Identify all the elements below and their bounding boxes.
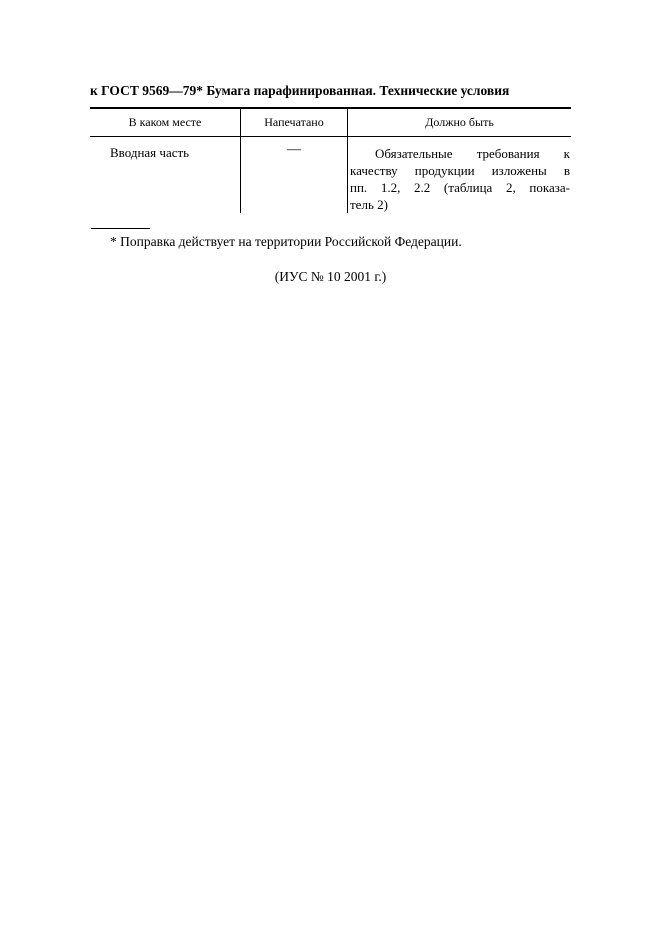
cell-printed: — [287,142,301,157]
cell-should-be [350,145,570,213]
header-place: В каком месте [128,115,202,129]
table-header-rule [90,136,571,137]
header-should-be: Должно быть [425,115,494,129]
cell-should-be-line: качеству продукции изложены в [350,163,570,178]
footnote: * Поправка действует на территории Российской Федерации. [110,234,462,249]
cell-should-be-line: тель 2) [350,197,388,212]
footnote-rule [91,228,150,229]
document-title: к ГОСТ 9569—79* Бумага парафинированная. Технические условия [90,83,510,98]
cell-should-be-line: Обязательные требования к [375,146,570,161]
source-reference: (ИУС № 10 2001 г.) [274,269,387,284]
table-top-rule [90,107,571,109]
header-printed: Напечатано [264,115,324,129]
cell-place: Вводная часть [110,145,190,160]
cell-should-be-line: пп. 1.2, 2.2 (таблица 2, показа- [350,180,570,195]
